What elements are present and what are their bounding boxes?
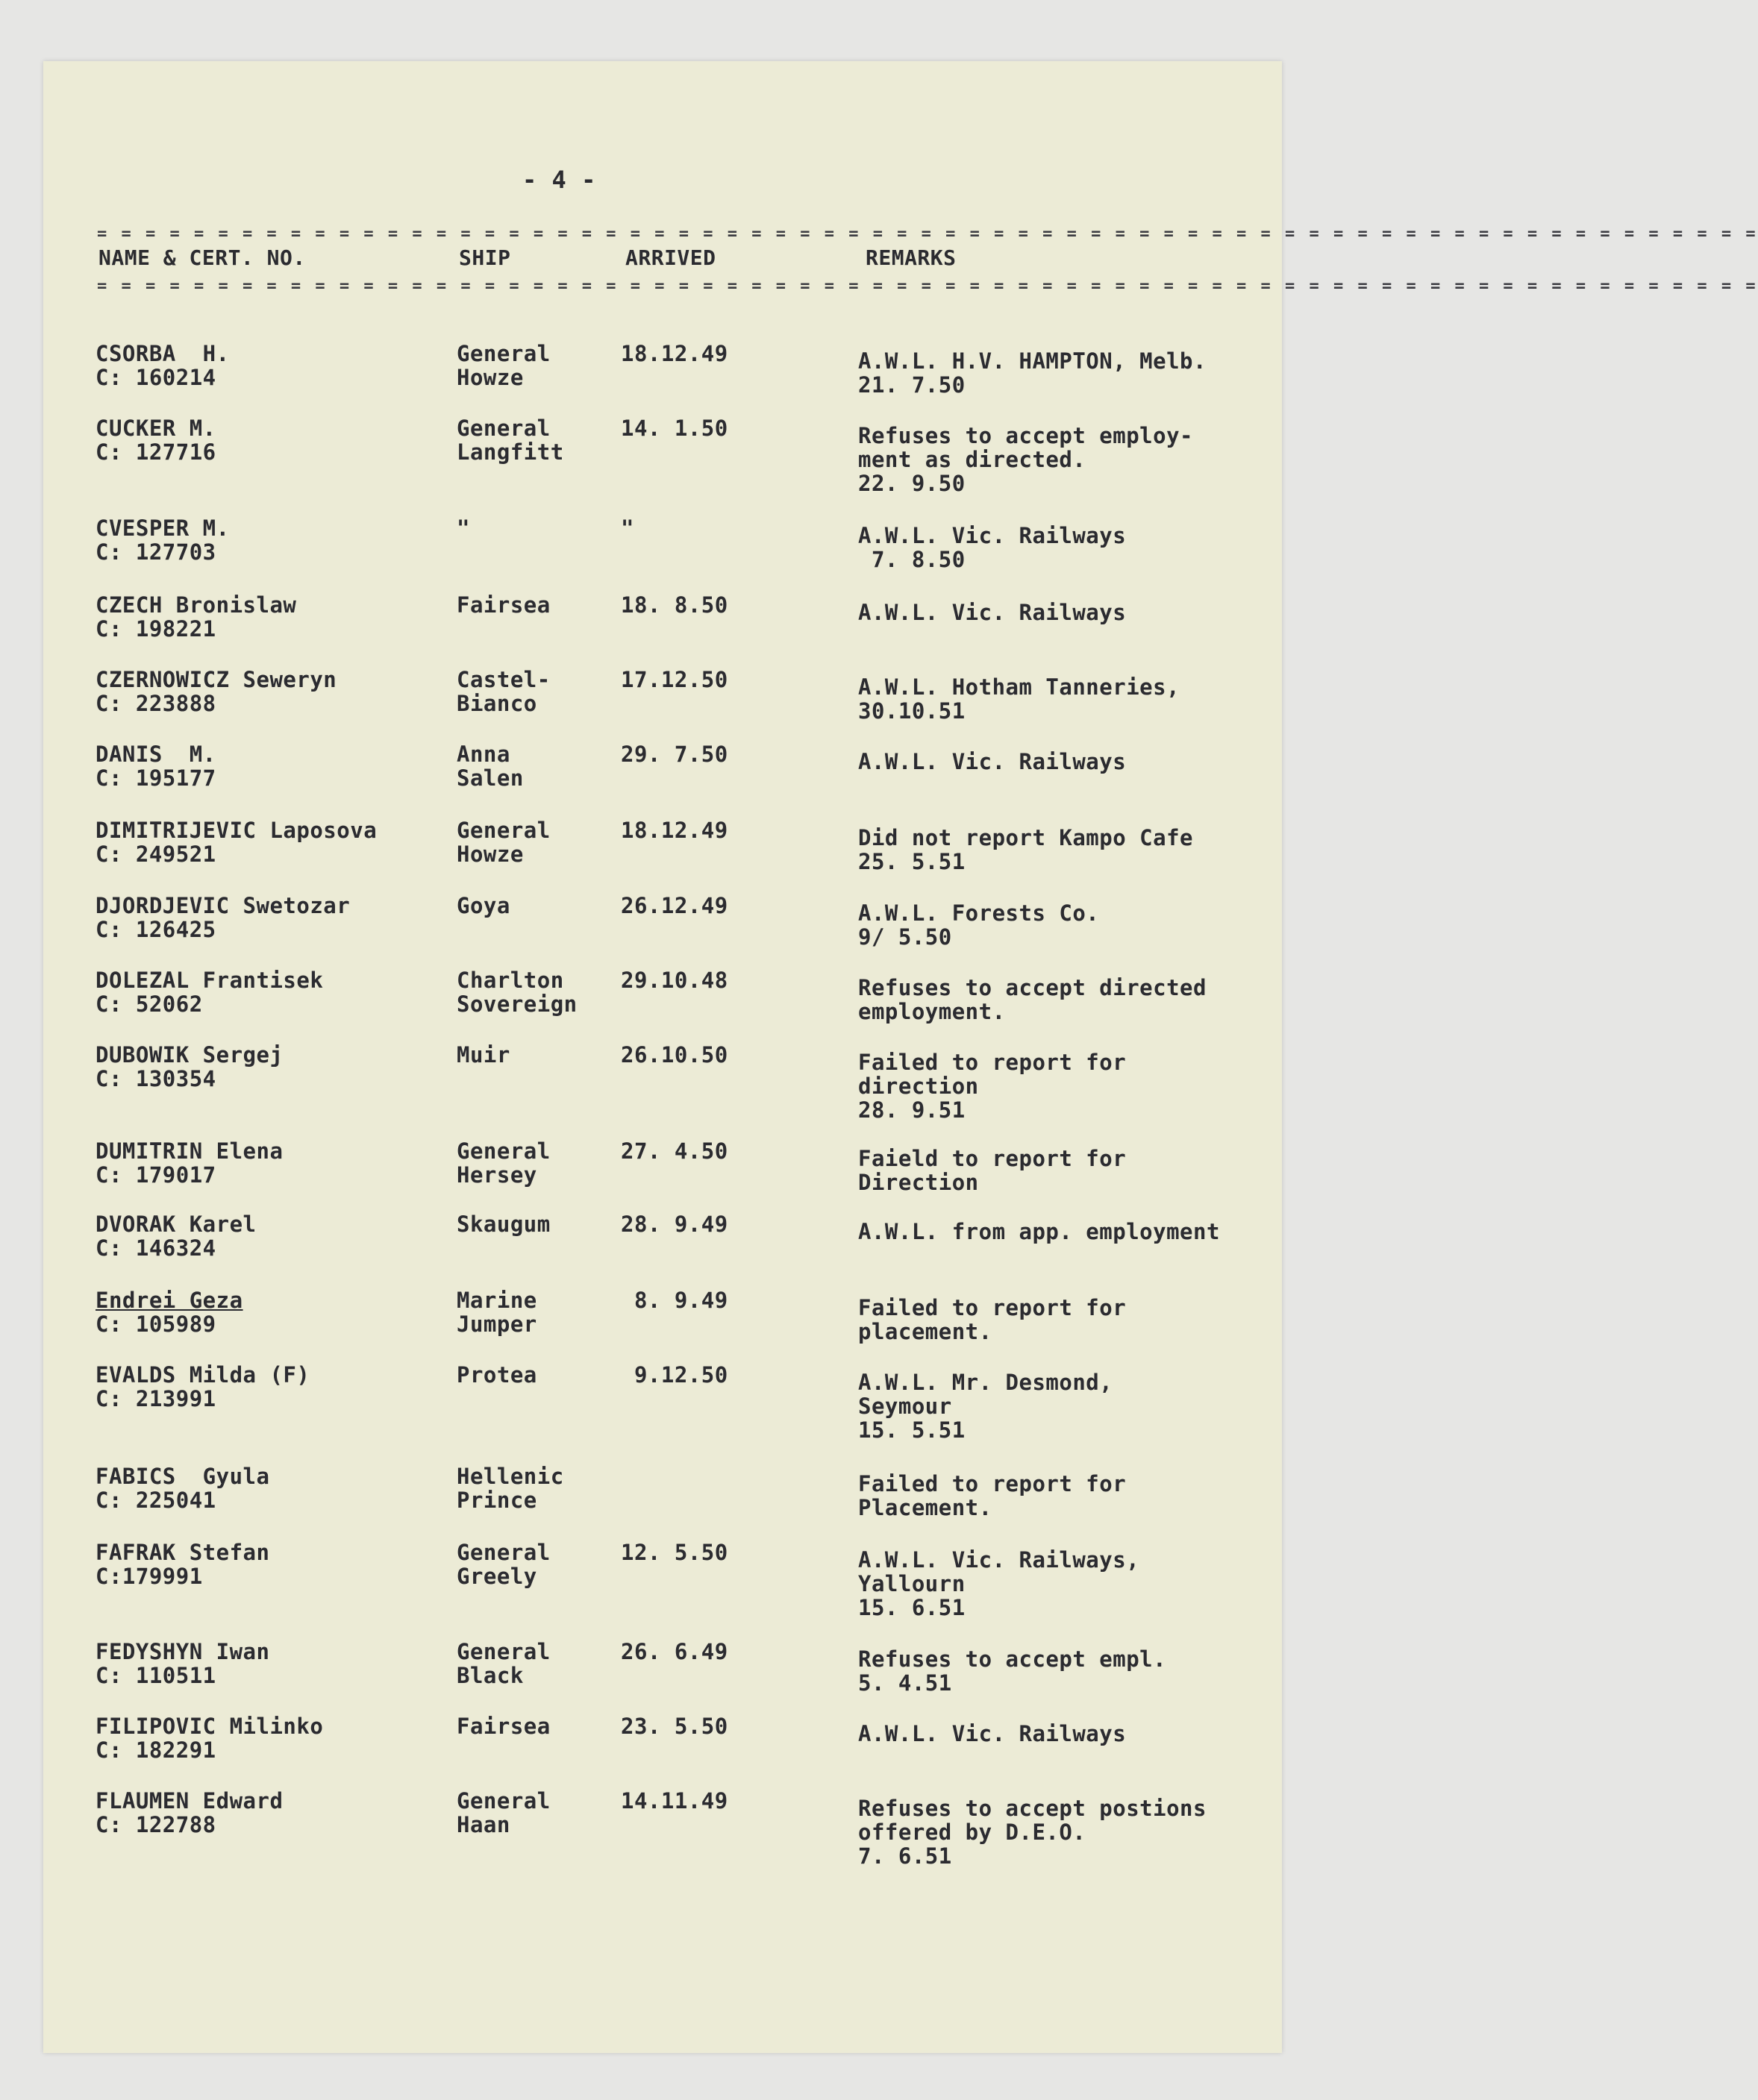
ship-cell [457,516,470,540]
remarks-cell [858,826,1193,874]
ship-cell [457,593,551,617]
ship-name: Charlton [457,968,564,993]
ship-cell [457,1212,551,1236]
person-name: FILIPOVIC Milinko [96,1714,324,1739]
remark-line: A.W.L. Vic. Railways, [858,1547,1140,1573]
remark-line: 25. 5.51 [858,849,966,874]
person-name: DANIS M. [96,742,216,767]
remarks-cell [858,976,1207,1024]
arrival-date: 27. 4.50 [621,1138,728,1164]
ship-name: Bianco [457,691,537,716]
ship-name: Jumper [457,1311,537,1337]
ship-cell [457,342,551,389]
person-name: FLAUMEN Edward [96,1788,284,1814]
cert-number: C: 146324 [96,1235,216,1261]
ship-name: Haan [457,1812,510,1837]
ship-cell [457,1789,551,1837]
remarks-cell [858,1050,1126,1122]
name-cert-cell [96,1640,269,1687]
remark-line: Seymour [858,1394,952,1419]
ship-name: General [457,818,551,843]
remark-line: placement. [858,1319,992,1344]
remarks-cell [858,1472,1126,1520]
ship-cell [457,1464,564,1512]
cert-number: C: 127716 [96,439,216,465]
remark-line: Direction [858,1170,979,1195]
ship-cell [457,968,578,1016]
cert-number: C: 182291 [96,1737,216,1763]
name-cert-cell [96,516,230,564]
ship-name: Marine [457,1288,537,1313]
remark-line: Refuses to accept directed [858,975,1207,1000]
ship-name: General [457,1540,551,1565]
remarks-cell [858,601,1126,624]
arrival-date: 29. 7.50 [621,742,728,767]
remarks-cell [858,424,1193,495]
arrival-date: " [621,515,634,541]
header-arrived: ARRIVED [625,245,716,270]
ship-name: Black [457,1663,524,1688]
cert-number: C: 127703 [96,539,216,565]
remark-line: A.W.L. Mr. Desmond, [858,1370,1113,1395]
header-remarks: REMARKS [866,245,957,270]
cert-number: C: 110511 [96,1663,216,1688]
remark-line: Placement. [858,1495,992,1520]
ship-cell [457,1043,510,1067]
ship-name: Greely [457,1564,537,1589]
name-cert-cell [96,668,337,715]
name-cert-cell [96,894,350,941]
ship-name: Howze [457,841,524,867]
remark-line: Failed to report for [858,1050,1127,1075]
arrived-cell [621,1139,728,1163]
person-name: CZERNOWICZ Seweryn [96,667,337,692]
person-name: Endrei Geza [96,1288,243,1313]
remarks-cell [858,1370,1113,1442]
remark-line: 7. 6.51 [858,1843,952,1869]
name-cert-cell [96,593,296,641]
header-rule-bottom: = = = = = = = = = = = = = = = = = = = = = = = = = = = = = = = = = = = = = = = = = = = = = = = = = = = = = = = = = = = = = = = = = = = = = [97,277,1758,295]
remarks-cell [858,750,1126,774]
remark-line: Failed to report for [858,1471,1127,1496]
arrival-date: 14. 1.50 [621,416,728,441]
name-cert-cell [96,1212,257,1260]
cert-number: C: 130354 [96,1066,216,1091]
remark-line: ment as directed. [858,447,1086,472]
ship-name: Muir [457,1042,510,1068]
remarks-cell [858,1296,1126,1344]
name-cert-cell [96,1789,283,1837]
cert-number: C: 213991 [96,1386,216,1411]
person-name: CZECH Bronislaw [96,592,297,618]
remark-line: A.W.L. Hotham Tanneries, [858,674,1180,700]
arrival-date: 18. 8.50 [621,592,728,618]
ship-name: Hersey [457,1162,537,1188]
name-cert-cell [96,968,323,1016]
page-number: - 4 - [522,166,596,194]
cert-number: C: 195177 [96,765,216,791]
remark-line: A.W.L. H.V. HAMPTON, Melb. [858,348,1207,374]
arrived-cell [621,1288,728,1312]
person-name: DIMITRIJEVIC Laposova [96,818,378,843]
ship-name: General [457,341,551,366]
name-cert-cell [96,1714,323,1762]
ship-name: Sovereign [457,991,578,1017]
ship-cell [457,818,551,866]
person-name: CVESPER M. [96,515,230,541]
ship-name: Langfitt [457,439,564,465]
arrival-date: 8. 9.49 [621,1288,728,1313]
ship-cell [457,1714,551,1738]
person-name: DOLEZAL Frantisek [96,968,324,993]
arrived-cell [621,668,728,692]
remark-line: Refuses to accept postions [858,1796,1207,1821]
person-name: DJORDJEVIC Swetozar [96,893,351,918]
remark-line: Yallourn [858,1571,966,1596]
arrival-date: 26.10.50 [621,1042,728,1068]
name-cert-cell [96,1464,269,1512]
person-name: FABICS Gyula [96,1464,270,1489]
remarks-cell [858,1796,1207,1868]
cert-number: C: 198221 [96,616,216,642]
name-cert-cell [96,1139,283,1187]
remark-line: A.W.L. Vic. Railways [858,523,1127,548]
ship-cell [457,1288,537,1336]
ship-cell [457,894,510,918]
ship-name: General [457,1639,551,1664]
ship-name: Salen [457,765,524,791]
cert-number: C: 105989 [96,1311,216,1337]
person-name: FEDYSHYN Iwan [96,1639,270,1664]
ship-cell [457,416,564,464]
ship-name: Skaugum [457,1212,551,1237]
remark-line: Refuses to accept empl. [858,1646,1167,1672]
remarks-cell [858,1147,1126,1194]
header-rule-top: = = = = = = = = = = = = = = = = = = = = = = = = = = = = = = = = = = = = = = = = = = = = = = = = = = = = = = = = = = = = = = = = = = = = = [97,225,1758,243]
cert-number: C: 160214 [96,365,216,390]
arrival-date: 14.11.49 [621,1788,728,1814]
ship-name: " [457,515,470,541]
remark-line: A.W.L. Vic. Railways [858,600,1127,625]
ship-name: Castel- [457,667,551,692]
cert-number: C: 126425 [96,917,216,942]
header-ship: SHIP [459,245,511,270]
remark-line: 15. 6.51 [858,1595,966,1620]
cert-number: C: 225041 [96,1488,216,1513]
cert-number: C:179991 [96,1564,203,1589]
remark-line: offered by D.E.O. [858,1820,1086,1845]
remark-line: A.W.L. Vic. Railways [858,1721,1127,1746]
remark-line: 7. 8.50 [858,547,966,572]
ship-name: Hellenic [457,1464,564,1489]
ship-cell [457,1363,537,1387]
arrived-cell [621,1043,728,1067]
remarks-cell [858,524,1126,571]
ship-name: Goya [457,893,510,918]
arrival-date: 26.12.49 [621,893,728,918]
arrival-date: 28. 9.49 [621,1212,728,1237]
remark-line: 21. 7.50 [858,372,966,398]
remark-line: A.W.L. Vic. Railways [858,749,1127,774]
ship-name: Fairsea [457,592,551,618]
remark-line: Did not report Kampo Cafe [858,825,1193,850]
arrived-cell [621,342,728,366]
header-name-cert: NAME & CERT. NO. [98,245,306,270]
person-name: FAFRAK Stefan [96,1540,270,1565]
cert-number: C: 179017 [96,1162,216,1188]
ship-cell [457,1540,551,1588]
arrived-cell [621,1540,728,1564]
arrival-date: 9.12.50 [621,1362,728,1388]
arrival-date: 23. 5.50 [621,1714,728,1739]
person-name: CUCKER M. [96,416,216,441]
arrived-cell [621,516,634,540]
name-cert-cell [96,1288,243,1336]
cert-number: C: 52062 [96,991,203,1017]
person-name: DUBOWIK Sergej [96,1042,284,1068]
arrival-date: 18.12.49 [621,341,728,366]
arrived-cell [621,593,728,617]
arrival-date: 18.12.49 [621,818,728,843]
arrived-cell [621,1789,728,1813]
remark-line: 9/ 5.50 [858,924,952,950]
person-name: EVALDS Milda (F) [96,1362,310,1388]
cert-number: C: 249521 [96,841,216,867]
ship-cell [457,1640,551,1687]
ship-name: Howze [457,365,524,390]
remarks-cell [858,1722,1126,1746]
remark-line: 28. 9.51 [858,1097,966,1123]
arrived-cell [621,416,728,440]
ship-name: Prince [457,1488,537,1513]
cert-number: C: 223888 [96,691,216,716]
remark-line: 22. 9.50 [858,471,966,496]
ship-name: Protea [457,1362,537,1388]
name-cert-cell [96,1043,283,1091]
person-name: CSORBA H. [96,341,230,366]
remark-line: employment. [858,999,1006,1024]
arrived-cell [621,1363,728,1387]
arrived-cell [621,968,728,992]
remark-line: 5. 4.51 [858,1670,952,1696]
arrival-date: 12. 5.50 [621,1540,728,1565]
arrived-cell [621,818,728,842]
remarks-cell [858,901,1099,949]
name-cert-cell [96,818,377,866]
remarks-cell [858,349,1207,397]
ship-name: General [457,1138,551,1164]
name-cert-cell [96,1540,269,1588]
person-name: DUMITRIN Elena [96,1138,284,1164]
arrived-cell [621,1714,728,1738]
ship-name: General [457,1788,551,1814]
ship-cell [457,668,551,715]
remark-line: A.W.L. from app. employment [858,1219,1220,1244]
remark-line: 15. 5.51 [858,1417,966,1443]
remark-line: Failed to report for [858,1295,1127,1320]
remark-line: Refuses to accept employ- [858,423,1193,448]
name-cert-cell [96,742,216,790]
remarks-cell [858,1548,1139,1620]
name-cert-cell [96,342,230,389]
remark-line: direction [858,1073,979,1099]
name-cert-cell [96,1363,310,1411]
remarks-cell [858,1220,1220,1244]
arrived-cell [621,1212,728,1236]
ship-name: General [457,416,551,441]
arrived-cell [621,1640,728,1664]
arrival-date: 17.12.50 [621,667,728,692]
ship-name: Fairsea [457,1714,551,1739]
cert-number: C: 122788 [96,1812,216,1837]
arrived-cell [621,742,728,766]
arrival-date: 26. 6.49 [621,1639,728,1664]
remark-line: A.W.L. Forests Co. [858,900,1100,926]
remarks-cell [858,675,1180,723]
person-name: DVORAK Karel [96,1212,257,1237]
ship-cell [457,742,524,790]
arrival-date: 29.10.48 [621,968,728,993]
ship-cell [457,1139,551,1187]
arrived-cell [621,894,728,918]
remarks-cell [858,1647,1166,1695]
remark-line: Faield to report for [858,1146,1127,1171]
name-cert-cell [96,416,216,464]
ship-name: Anna [457,742,510,767]
remark-line: 30.10.51 [858,698,966,724]
